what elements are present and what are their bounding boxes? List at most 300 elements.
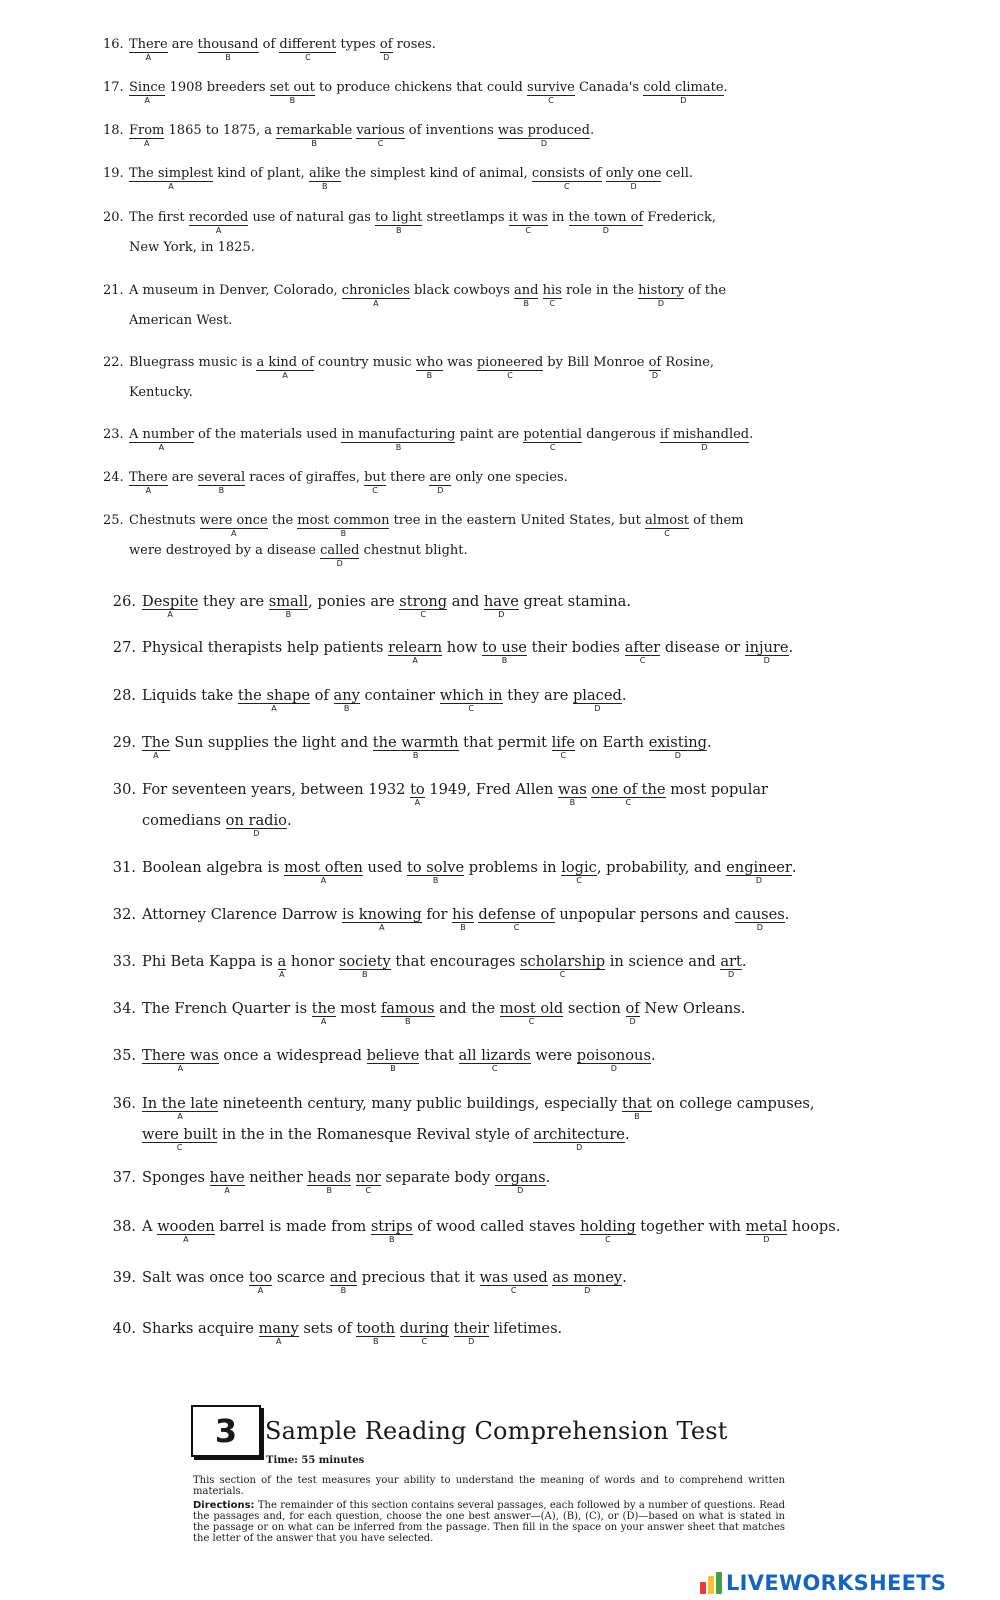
question-number: 17. <box>103 80 124 95</box>
sentence-text: kind of plant, <box>213 166 309 181</box>
option-letter: A <box>168 181 174 191</box>
option-letter: A <box>257 1286 264 1296</box>
option-letter: B <box>340 1286 347 1296</box>
underlined-option-d[interactable] <box>429 470 452 495</box>
underlined-option-a[interactable] <box>129 37 168 62</box>
option-letter: B <box>395 442 402 452</box>
underlined-option-a[interactable] <box>157 1218 215 1245</box>
underlined-option-c[interactable] <box>624 639 661 666</box>
sentence-text: they are <box>502 687 573 704</box>
underlined-option-b[interactable] <box>308 166 341 191</box>
option-letter: D <box>336 558 343 568</box>
underlined-option-c[interactable] <box>523 427 583 452</box>
question-item <box>103 80 1000 105</box>
sentence-text: on Earth <box>575 734 649 751</box>
sentence-text: Frederick, <box>643 210 717 225</box>
underlined-option-d[interactable] <box>572 687 622 714</box>
sentence-text: roses. <box>392 37 436 52</box>
question-item <box>110 687 1000 714</box>
option-text: during <box>399 1320 449 1337</box>
option-letter: B <box>460 923 466 933</box>
underlined-option-b[interactable] <box>197 37 259 62</box>
underlined-option-d[interactable] <box>720 953 742 980</box>
option-text: of <box>379 37 393 52</box>
underlined-option-c[interactable] <box>479 1269 548 1296</box>
sentence-text: the <box>267 513 298 528</box>
underlined-option-b[interactable] <box>333 687 360 714</box>
question-number: 39. <box>112 1269 136 1286</box>
sentence-text: country music <box>313 355 416 370</box>
option-letter: C <box>639 656 646 666</box>
option-letter: A <box>373 298 379 308</box>
option-letter: C <box>377 138 384 148</box>
underlined-option-c[interactable] <box>580 1218 636 1245</box>
sentence-text: 1908 breeders <box>165 80 270 95</box>
underlined-option-a[interactable] <box>237 687 311 714</box>
underlined-option-b[interactable] <box>297 513 390 538</box>
underlined-option-d[interactable] <box>568 210 644 235</box>
option-letter: B <box>569 798 576 808</box>
option-letter: A <box>379 923 385 933</box>
underlined-option-a[interactable] <box>129 427 194 452</box>
option-letter: A <box>224 1186 230 1196</box>
option-text: There <box>129 470 168 485</box>
option-text: it was <box>508 210 548 225</box>
underlined-option-a[interactable] <box>256 355 314 380</box>
underlined-option-d[interactable] <box>225 812 287 839</box>
question-number: 24. <box>103 470 124 485</box>
underlined-option-c[interactable] <box>364 470 387 495</box>
option-letter: B <box>404 1017 411 1027</box>
option-letter: D <box>383 52 390 62</box>
underlined-option-c[interactable] <box>551 734 575 761</box>
option-letter: D <box>755 876 763 886</box>
underlined-option-d[interactable] <box>638 283 684 308</box>
underlined-option-d[interactable] <box>659 427 750 452</box>
option-text: to use <box>482 639 527 656</box>
sentence-text: The French Quarter is <box>142 1000 312 1017</box>
option-text: There <box>129 37 168 52</box>
sentence-text: of <box>258 37 280 52</box>
underlined-option-d[interactable] <box>745 1218 788 1245</box>
underlined-option-a[interactable] <box>129 470 168 495</box>
sentence-text: for <box>421 906 453 923</box>
option-letter: D <box>674 751 681 761</box>
underlined-option-a[interactable] <box>142 1095 219 1122</box>
question-number: 19. <box>103 166 124 181</box>
sentence-text: only one species. <box>451 470 568 485</box>
underlined-option-d[interactable] <box>483 593 519 620</box>
option-letter: C <box>576 876 582 886</box>
question-item <box>110 859 1000 886</box>
sentence-text: . <box>784 906 790 923</box>
option-text: in manufacturing <box>341 427 456 442</box>
question-item <box>103 513 1000 568</box>
option-text: A number <box>129 427 194 442</box>
option-text: as money <box>552 1269 623 1286</box>
sentence-text: once a widespread <box>218 1047 367 1064</box>
underlined-option-a[interactable] <box>311 1000 336 1027</box>
underlined-option-b[interactable] <box>356 1320 396 1347</box>
option-text: poisonous <box>576 1047 651 1064</box>
option-text: wooden <box>157 1218 215 1235</box>
sentence-text: Sharks acquire <box>142 1320 259 1337</box>
question-number: 40. <box>112 1320 136 1337</box>
underlined-option-c[interactable] <box>142 1126 218 1153</box>
question-number: 34. <box>112 1000 136 1017</box>
sentence-text: Boolean algebra is <box>142 859 285 876</box>
sentence-text: A museum in Denver, Colorado, <box>129 283 342 298</box>
underlined-option-a[interactable] <box>188 210 249 235</box>
sentence-text: are <box>167 470 198 485</box>
question-continuation <box>129 241 255 254</box>
option-text: Since <box>129 80 166 95</box>
question-item <box>110 1218 1000 1245</box>
option-letter: B <box>311 138 317 148</box>
option-letter: C <box>549 298 555 308</box>
sentence-text: great stamina. <box>518 593 631 610</box>
sentence-text: Chestnuts <box>129 513 200 528</box>
sentence-text: role in the <box>561 283 639 298</box>
option-letter: C <box>421 1337 428 1347</box>
sentence-text: nineteenth century, many public buildings, especially <box>218 1095 622 1112</box>
question-number: 28. <box>112 687 136 704</box>
underlined-option-c[interactable] <box>508 210 548 235</box>
underlined-option-c[interactable] <box>645 513 689 538</box>
sentence-text: black cowboys <box>409 283 515 298</box>
underlined-option-a[interactable] <box>341 283 410 308</box>
option-text: thousand <box>197 37 259 52</box>
underlined-option-d[interactable] <box>320 543 360 568</box>
underlined-option-d[interactable] <box>497 123 590 148</box>
option-letter: D <box>629 1017 636 1027</box>
question-number: 26. <box>112 593 136 610</box>
underlined-option-c[interactable] <box>279 37 337 62</box>
option-text: society <box>338 953 391 970</box>
underlined-option-d[interactable] <box>734 906 785 933</box>
underlined-option-b[interactable] <box>452 906 474 933</box>
option-text: potential <box>523 427 583 442</box>
sentence-text: were <box>530 1047 577 1064</box>
option-text: and <box>514 283 539 298</box>
underlined-option-c[interactable] <box>591 781 666 808</box>
underlined-option-b[interactable] <box>380 1000 435 1027</box>
underlined-option-d[interactable] <box>625 1000 640 1027</box>
sentence-text: that permit <box>458 734 552 751</box>
option-letter: A <box>279 970 285 980</box>
sentence-text: were destroyed by a disease <box>129 543 321 558</box>
option-letter: C <box>176 1143 183 1153</box>
underlined-option-c[interactable] <box>476 355 544 380</box>
sentence-text: on college campuses, <box>651 1095 815 1112</box>
sentence-text: dangerous <box>582 427 660 442</box>
sentence-text: For seventeen years, between 1932 <box>142 781 411 798</box>
option-text: any <box>333 687 360 704</box>
option-letter: D <box>517 1186 524 1196</box>
option-letter: A <box>177 1064 184 1074</box>
underlined-option-a[interactable] <box>341 906 422 933</box>
sentence-text: . <box>707 734 712 751</box>
option-letter: C <box>468 704 474 714</box>
option-letter: B <box>390 1064 396 1074</box>
sentence-text: 1949, Fred Allen <box>424 781 559 798</box>
option-letter: C <box>525 225 531 235</box>
sentence-text: that <box>419 1047 459 1064</box>
option-letter: A <box>167 610 173 620</box>
underlined-option-b[interactable] <box>370 1218 413 1245</box>
underlined-option-b[interactable] <box>338 953 391 980</box>
option-text: on radio <box>225 812 287 829</box>
underlined-option-c[interactable] <box>439 687 503 714</box>
option-text: architecture <box>533 1126 625 1143</box>
underlined-option-c[interactable] <box>355 1169 381 1196</box>
option-letter: B <box>372 1337 379 1347</box>
underlined-option-b[interactable] <box>276 123 353 148</box>
question-item <box>110 1047 1000 1074</box>
option-text: to solve <box>407 859 465 876</box>
option-letter: D <box>576 1143 583 1153</box>
underlined-option-b[interactable] <box>415 355 444 380</box>
question-number: 20. <box>103 210 124 225</box>
option-text: the warmth <box>372 734 459 751</box>
option-text: causes <box>734 906 785 923</box>
question-continuation <box>142 1126 630 1153</box>
underlined-option-c[interactable] <box>527 80 575 105</box>
underlined-option-d[interactable] <box>576 1047 651 1074</box>
underlined-option-b[interactable] <box>407 859 465 886</box>
sentence-text: Bluegrass music is <box>129 355 257 370</box>
sentence-text: . <box>624 1126 630 1143</box>
underlined-option-b[interactable] <box>514 283 539 308</box>
sentence-text: to produce chickens that could <box>314 80 528 95</box>
option-letter: B <box>395 225 402 235</box>
sentence-text: of the <box>683 283 727 298</box>
option-letter: A <box>320 1017 327 1027</box>
sentence-text: , probability, and <box>596 859 727 876</box>
underlined-option-a[interactable] <box>129 166 214 191</box>
option-letter: D <box>498 610 505 620</box>
underlined-option-a[interactable] <box>248 1269 273 1296</box>
underlined-option-a[interactable] <box>142 593 199 620</box>
underlined-option-a[interactable] <box>410 781 425 808</box>
option-letter: C <box>510 1286 517 1296</box>
underlined-option-a[interactable] <box>129 123 165 148</box>
sentence-text: neither <box>244 1169 308 1186</box>
underlined-option-d[interactable] <box>379 37 393 62</box>
underlined-option-d[interactable] <box>494 1169 546 1196</box>
sentence-text: . <box>723 80 728 95</box>
option-text: the <box>311 1000 336 1017</box>
underlined-option-b[interactable] <box>268 593 309 620</box>
option-letter: C <box>507 370 513 380</box>
option-letter: C <box>563 181 570 191</box>
question-item <box>103 210 1000 255</box>
underlined-option-d[interactable] <box>552 1269 623 1296</box>
option-text: defense of <box>478 906 555 923</box>
option-text: alike <box>308 166 341 181</box>
question-item <box>110 593 1000 620</box>
question-continuation <box>129 314 232 327</box>
sentence-text: scarce <box>272 1269 330 1286</box>
underlined-option-b[interactable] <box>341 427 456 452</box>
underlined-option-c[interactable] <box>458 1047 531 1074</box>
underlined-option-d[interactable] <box>605 166 662 191</box>
option-letter: B <box>343 704 350 714</box>
underlined-option-d[interactable] <box>648 355 662 380</box>
sentence-text: of the materials used <box>193 427 342 442</box>
option-text: their <box>453 1320 490 1337</box>
sentence-text: used <box>362 859 408 876</box>
underlined-option-a[interactable] <box>258 1320 299 1347</box>
option-letter: D <box>610 1064 617 1074</box>
option-letter: D <box>630 181 637 191</box>
option-letter: D <box>437 485 444 495</box>
option-text: many <box>258 1320 299 1337</box>
option-letter: A <box>230 528 237 538</box>
question-item <box>103 283 1000 328</box>
option-text: have <box>209 1169 245 1186</box>
underlined-option-c[interactable] <box>520 953 606 980</box>
question-item <box>103 123 1000 148</box>
question-number: 23. <box>103 427 124 442</box>
underlined-option-a[interactable] <box>142 1047 219 1074</box>
underlined-option-a[interactable] <box>199 513 268 538</box>
sentence-text: their bodies <box>526 639 625 656</box>
option-letter: B <box>362 970 368 980</box>
underlined-option-a[interactable] <box>388 639 443 666</box>
option-text: The <box>142 734 170 751</box>
underlined-option-b[interactable] <box>307 1169 352 1196</box>
underlined-option-d[interactable] <box>744 639 789 666</box>
sentence-text: the simplest kind of animal, <box>340 166 532 181</box>
time-limit: Time: 55 minutes <box>266 1455 365 1466</box>
option-text: cold climate <box>643 80 724 95</box>
underlined-option-b[interactable] <box>366 1047 420 1074</box>
question-item <box>110 953 1000 980</box>
option-text: existing <box>648 734 707 751</box>
underlined-option-b[interactable] <box>197 470 246 495</box>
sentence-text: The first <box>129 210 189 225</box>
option-letter: B <box>322 181 328 191</box>
sentence-text: section <box>563 1000 626 1017</box>
underlined-option-d[interactable] <box>643 80 724 105</box>
option-text: different <box>279 37 337 52</box>
question-item <box>110 1320 1000 1347</box>
option-text: Despite <box>142 593 199 610</box>
underlined-option-b[interactable] <box>329 1269 358 1296</box>
sentence-text: of inventions <box>404 123 498 138</box>
option-letter: B <box>412 751 419 761</box>
underlined-option-b[interactable] <box>372 734 459 761</box>
underlined-option-d[interactable] <box>453 1320 490 1347</box>
sentence-text: was <box>443 355 477 370</box>
option-text: tooth <box>356 1320 396 1337</box>
option-text: placed <box>572 687 622 704</box>
question-item <box>110 781 1000 839</box>
sentence-text: races of giraffes, <box>245 470 365 485</box>
sentence-text: in the in the Romanesque Revival style of <box>217 1126 534 1143</box>
question-number: 36. <box>112 1095 136 1112</box>
sentence-text: Sponges <box>142 1169 210 1186</box>
underlined-option-c[interactable] <box>478 906 555 933</box>
sentence-text: 1865 to 1875, a <box>164 123 277 138</box>
sentence-text: , ponies are <box>308 593 400 610</box>
underlined-option-b[interactable] <box>269 80 315 105</box>
directions-paragraph <box>193 1500 785 1544</box>
sentence-text: sets of <box>298 1320 357 1337</box>
underlined-option-d[interactable] <box>533 1126 625 1153</box>
question-number: 33. <box>112 953 136 970</box>
underlined-option-d[interactable] <box>648 734 707 761</box>
underlined-option-b[interactable] <box>621 1095 652 1122</box>
underlined-option-b[interactable] <box>482 639 527 666</box>
option-letter: A <box>282 370 288 380</box>
underlined-option-c[interactable] <box>531 166 602 191</box>
option-letter: A <box>320 876 327 886</box>
underlined-option-c[interactable] <box>542 283 562 308</box>
underlined-option-a[interactable] <box>209 1169 245 1196</box>
underlined-option-c[interactable] <box>499 1000 564 1027</box>
option-letter: B <box>326 1186 333 1196</box>
question-number: 35. <box>112 1047 136 1064</box>
underlined-option-a[interactable] <box>142 734 170 761</box>
option-text: strong <box>399 593 448 610</box>
option-text: called <box>320 543 360 558</box>
underlined-option-d[interactable] <box>726 859 792 886</box>
liveworksheets-logo[interactable] <box>700 1570 946 1596</box>
option-letter: B <box>634 1112 640 1122</box>
underlined-option-c[interactable] <box>399 593 448 620</box>
sentence-text: together with <box>635 1218 746 1235</box>
underlined-option-c[interactable] <box>399 1320 449 1347</box>
underlined-option-c[interactable] <box>356 123 405 148</box>
directions-text: The remainder of this section contains several passages, each followed by a number of questions. Read the passages and, for each question, choose the one best answer—(A), (B), (C), or (D)—based on what is stated in the passage or on what can be inferred from the passage. Then fill in the space on your answer sheet that matches the letter of the answer that you have selected. <box>193 1500 786 1544</box>
sentence-text: Physical therapists help patients <box>142 639 389 656</box>
sentence-text: paint are <box>455 427 524 442</box>
question-continuation <box>129 543 468 568</box>
underlined-option-c[interactable] <box>561 859 597 886</box>
underlined-option-a[interactable] <box>284 859 363 886</box>
option-text: which in <box>439 687 503 704</box>
option-letter: D <box>763 656 770 666</box>
sentence-text: container <box>359 687 440 704</box>
option-letter: C <box>420 610 427 620</box>
option-letter: C <box>664 528 670 538</box>
underlined-option-a[interactable] <box>129 80 166 105</box>
underlined-option-b[interactable] <box>558 781 587 808</box>
question-item <box>110 906 1000 933</box>
underlined-option-a[interactable] <box>277 953 287 980</box>
sentence-text: . <box>286 812 292 829</box>
option-text: only one <box>605 166 662 181</box>
option-text: various <box>356 123 405 138</box>
option-text: to <box>410 781 425 798</box>
question-number: 22. <box>103 355 124 370</box>
underlined-option-b[interactable] <box>375 210 423 235</box>
sentence-text: unpopular persons and <box>554 906 735 923</box>
option-text: famous <box>380 1000 435 1017</box>
option-letter: C <box>528 1017 535 1027</box>
option-text: chronicles <box>341 283 410 298</box>
option-letter: D <box>651 370 659 380</box>
sentence-text: use of natural gas <box>248 210 375 225</box>
sentence-text: of them <box>689 513 744 528</box>
option-text: was <box>558 781 587 798</box>
option-letter: D <box>728 970 735 980</box>
sentence-text: chestnut blight. <box>359 543 468 558</box>
sentence-text: Canada's <box>574 80 644 95</box>
sentence-text: problems in <box>464 859 562 876</box>
